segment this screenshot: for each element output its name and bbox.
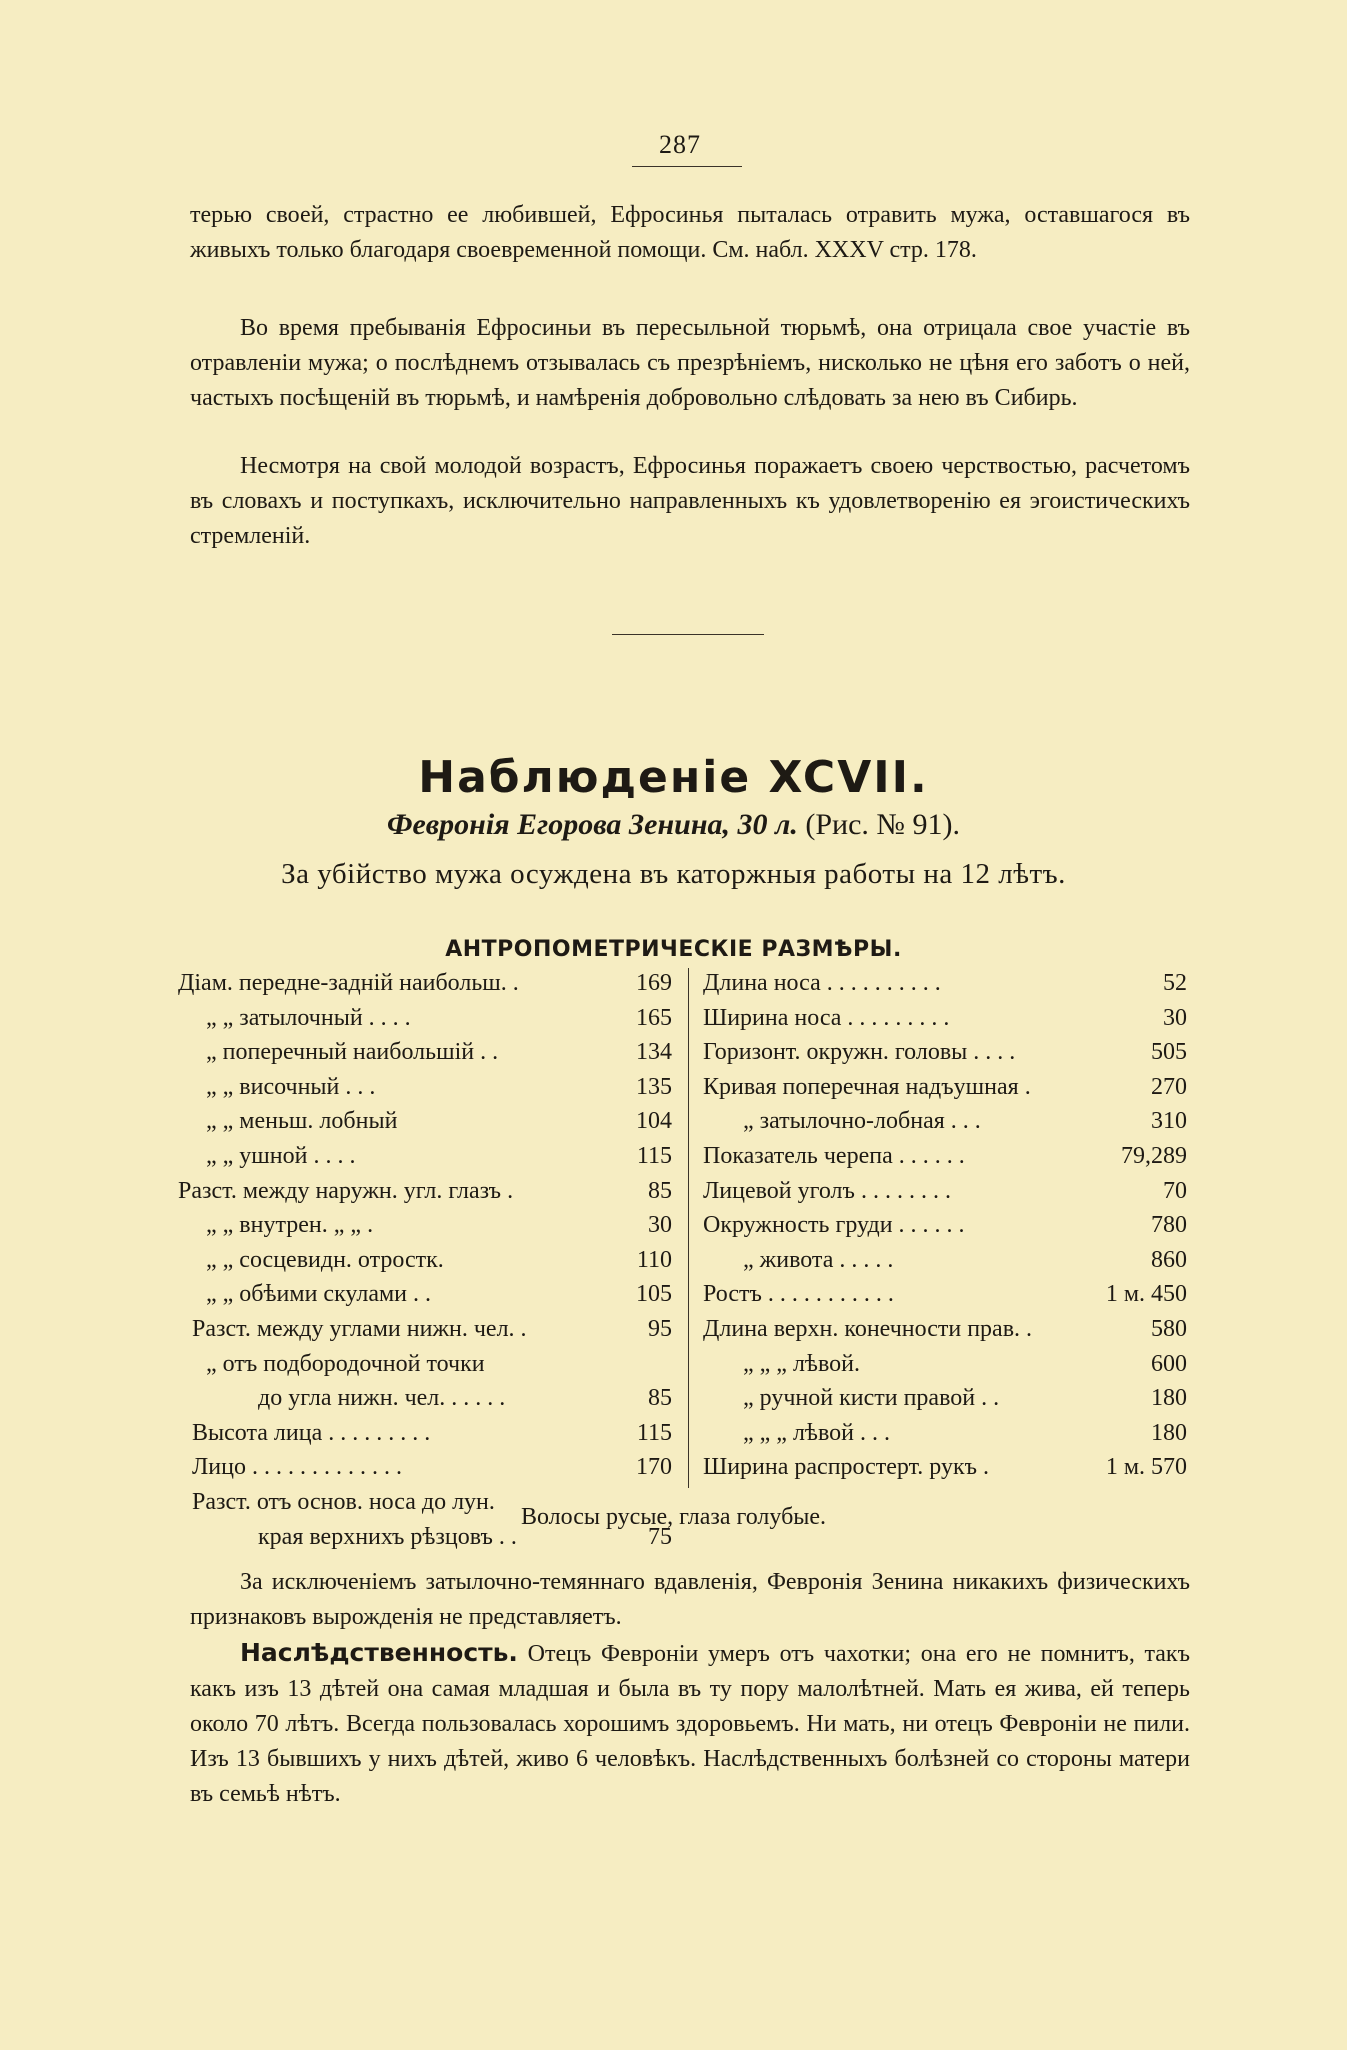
measurement-label: Разст. между наружн. угл. глазъ . [178, 1177, 514, 1204]
measurement-row [178, 1035, 672, 1070]
measurement-value: 580 [1151, 1315, 1187, 1342]
paragraph-prison-stay: Во время пребыванія Ефросиньи въ пересыльной тюрьмѣ, она отрицала свое участіе въ отравленіи мужа; о послѣднемъ отзывалась съ презрѣніемъ, нисколько не цѣня его заботъ о ней, частыхъ посѣщеній въ тюрьмѣ, и намѣренія добровольно слѣдовать за нею въ Сибирь. [190, 315, 1190, 411]
measurement-label: Окружность груди . . . . . . [703, 1212, 965, 1239]
measurement-label: Ширина носа . . . . . . . . . [703, 1004, 950, 1031]
measurement-label: Діам. передне-задній наибольш. . [178, 970, 519, 996]
measurement-label: до угла нижн. чел. . . . . . [258, 1385, 506, 1412]
measurement-label: Разст. между углами нижн. чел. . [192, 1315, 527, 1342]
measurement-row [178, 966, 672, 1001]
measurement-label: „ „ сосцевидн. отростк. [206, 1246, 444, 1273]
measurement-label: „ ручной кисти правой . . [743, 1385, 1000, 1412]
measurement-label: „ поперечный наибольшій . . [206, 1039, 499, 1066]
measurement-value: 110 [636, 1246, 672, 1273]
measurement-row [703, 1139, 1187, 1174]
measurement-value: 1 м. 450 [1105, 1281, 1187, 1308]
measurement-value: 105 [636, 1281, 672, 1308]
subject-name: Февронія Егорова Зенина, 30 л. [386, 808, 798, 841]
measurement-row [178, 1001, 672, 1036]
measurement-label: Кривая поперечная надъушная . [703, 1073, 1031, 1100]
measurement-value: 30 [648, 1212, 672, 1239]
measurement-label: „ „ меньш. лобный [206, 1108, 398, 1135]
paragraph-heredity [190, 1635, 1190, 1812]
measurements-left-column [178, 966, 672, 1554]
measurement-value: 600 [1151, 1350, 1187, 1377]
measurement-value: 95 [648, 1315, 672, 1342]
measurement-value: 79,289 [1121, 1142, 1187, 1169]
measurement-value: 170 [636, 1454, 672, 1481]
measurement-value: 1 м. 570 [1105, 1454, 1187, 1481]
measurement-row [178, 1104, 672, 1139]
measurement-value: 310 [1151, 1108, 1187, 1135]
page-number: 287 [659, 130, 701, 159]
measurement-row [178, 1208, 672, 1243]
measurement-row [703, 1450, 1187, 1485]
hair-eye-note: Волосы русые, глаза голубые. [520, 1504, 827, 1530]
page-number-rule [632, 166, 742, 167]
paragraph-exclusion: За исключеніемъ затылочно-темяннаго вдавленія, Февронія Зенина никакихъ физическихъ признаковъ вырожденія не представляетъ. [190, 1569, 1190, 1630]
measurement-row [703, 1312, 1187, 1347]
paragraph-character: Несмотря на свой молодой возрастъ, Ефросинья поражаетъ своею черствостью, расчетомъ въ словахъ и поступкахъ, исключительно направленныхъ къ удовлетворенію ея эгоистическихъ стремленій. [190, 453, 1190, 549]
heredity-text: Отецъ Февроніи умеръ отъ чахотки; она его не помнитъ, такъ какъ изъ 13 дѣтей она самая младшая и была въ ту пору малолѣтней. Мать ея жива, ей теперь около 70 лѣтъ. Всегда пользовалась хорошимъ здоровьемъ. Ни мать, ни отецъ Февроніи не пили. Изъ 13 бывшихъ у нихъ дѣтей, живо 6 человѣкъ. Наслѣдственныхъ болѣзней со стороны матери въ семьѣ нѣтъ. [190, 1641, 1190, 1807]
measurement-value: 270 [1151, 1073, 1187, 1100]
measurement-label: Высота лица . . . . . . . . . [192, 1419, 431, 1446]
measurement-value: 180 [1151, 1419, 1187, 1446]
measurement-label: „ „ „ лѣвой . . . [743, 1419, 890, 1446]
sentence-line: За убійство мужа осуждена въ каторжныя работы на 12 лѣтъ. [281, 858, 1066, 890]
measurement-row [703, 1104, 1187, 1139]
measurement-row [703, 1208, 1187, 1243]
measurement-value: 115 [636, 1419, 672, 1446]
measurement-row [703, 1174, 1187, 1209]
measurement-row [178, 1243, 672, 1278]
measurement-value: 180 [1151, 1385, 1187, 1412]
measurement-row [178, 1070, 672, 1105]
measurement-label: Длина верхн. конечности прав. . [703, 1315, 1033, 1342]
measurement-value: 860 [1151, 1246, 1187, 1273]
measurement-value: 85 [648, 1385, 672, 1412]
observation-title: Наблюденіе XCVII. [418, 752, 929, 803]
measurement-row [703, 1070, 1187, 1105]
measurement-row [703, 1347, 1187, 1382]
measurement-label: „ „ внутрен. „ „ . [206, 1212, 374, 1239]
measurement-value: 134 [636, 1039, 672, 1066]
measurement-label: „ отъ подбородочной точки [206, 1350, 485, 1377]
paragraph-continued: терью своей, страстно ее любившей, Ефросинья пыталась отравить мужа, оставшагося въ живыхъ только благодаря своевременной помощи. См. набл. XXXV стр. 178. [190, 202, 1190, 263]
measurement-value: 780 [1151, 1212, 1187, 1239]
measurement-label: края верхнихъ рѣзцовъ . . [258, 1523, 517, 1550]
measurement-label: „ „ височный . . . [206, 1073, 376, 1100]
measurement-row [178, 1416, 672, 1451]
measurement-value: 52 [1163, 970, 1187, 996]
measurement-row [178, 1277, 672, 1312]
measurement-label: „ затылочно-лобная . . . [743, 1108, 981, 1135]
section-divider [612, 634, 764, 635]
measurement-value: 75 [648, 1523, 672, 1550]
measurement-label: Разст. отъ основ. носа до лун. [192, 1488, 495, 1515]
measurement-value: 85 [648, 1177, 672, 1204]
measurement-label: „ „ ушной . . . . [206, 1142, 356, 1169]
measurement-value: 165 [636, 1004, 672, 1031]
measurement-label: Ростъ . . . . . . . . . . . [703, 1281, 894, 1308]
measurement-value: 115 [636, 1142, 672, 1169]
measurement-label: Длина носа . . . . . . . . . . [703, 970, 941, 996]
measurement-row [703, 1381, 1187, 1416]
measurement-label: „ „ „ лѣвой. [743, 1350, 860, 1377]
measurement-row [178, 1139, 672, 1174]
measurements-right-column [703, 966, 1187, 1485]
measurement-label: „ „ обѣими скулами . . [206, 1281, 431, 1308]
measurement-label: „ „ затылочный . . . . [206, 1004, 411, 1031]
measurement-value: 104 [636, 1108, 672, 1135]
measurement-label: Показатель черепа . . . . . . [703, 1142, 965, 1169]
measurement-value: 70 [1163, 1177, 1187, 1204]
measurement-label: Лицо . . . . . . . . . . . . . [192, 1454, 402, 1481]
measurement-label: Ширина распростерт. рукъ . [703, 1454, 990, 1481]
measurements-heading: АНТРОПОМЕТРИЧЕСКІЕ РАЗМѢРЫ. [445, 937, 902, 962]
measurement-row [703, 966, 1187, 1001]
measurement-row [178, 1450, 672, 1485]
measurement-row [703, 1277, 1187, 1312]
measurements-column-divider [688, 968, 689, 1488]
measurement-label: Лицевой уголъ . . . . . . . . [703, 1177, 951, 1204]
measurement-row [178, 1312, 672, 1347]
measurement-row [703, 1243, 1187, 1278]
measurement-row [178, 1347, 672, 1382]
subject-line [0, 808, 1347, 842]
measurement-value: 30 [1163, 1004, 1187, 1031]
measurement-value: 135 [636, 1073, 672, 1100]
measurement-row [178, 1174, 672, 1209]
measurement-value: 169 [636, 970, 672, 996]
measurement-row [703, 1416, 1187, 1451]
subject-figure-ref: (Рис. № 91). [797, 808, 961, 841]
measurement-label: Горизонт. окружн. головы . . . . [703, 1039, 1016, 1066]
measurement-row [178, 1381, 672, 1416]
heredity-title: Наслѣдственность. [240, 1638, 518, 1667]
measurement-row [703, 1001, 1187, 1036]
measurement-value: 505 [1151, 1039, 1187, 1066]
measurement-label: „ живота . . . . . [743, 1246, 894, 1273]
measurement-row [703, 1035, 1187, 1070]
